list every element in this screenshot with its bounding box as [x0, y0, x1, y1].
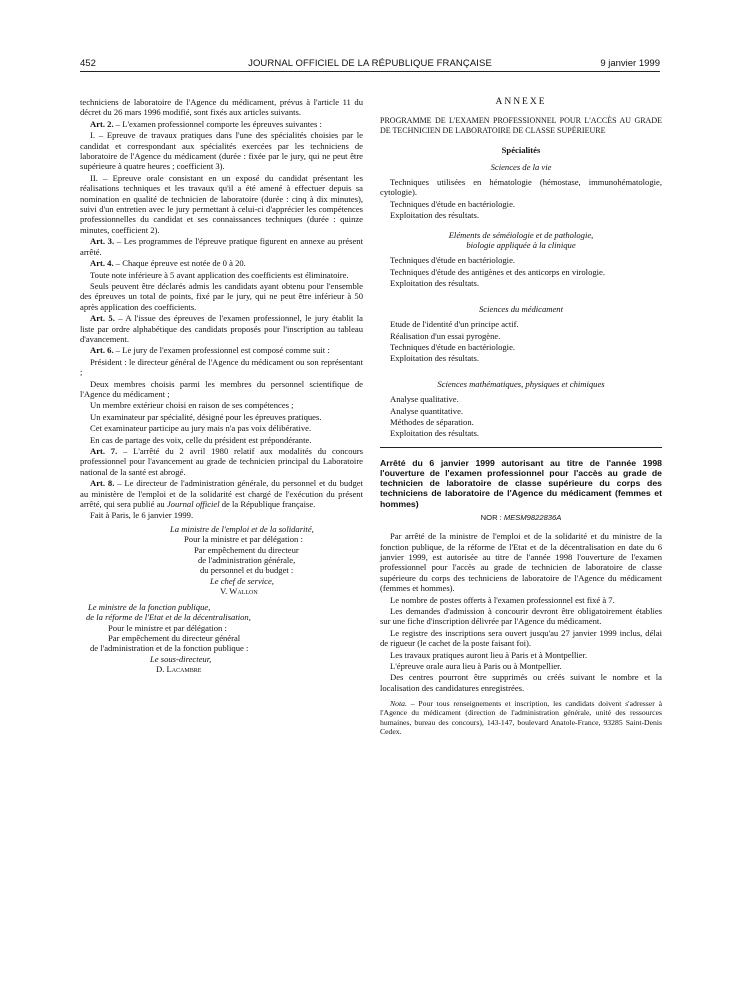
list-item: Exploitation des résultats. — [390, 353, 480, 364]
signature-block-2 — [80, 602, 363, 675]
article-5 — [80, 313, 363, 344]
paragraph: Cet examinateur participe au jury mais n'a pas voix délibérative. — [90, 423, 312, 434]
nor-reference — [380, 513, 662, 523]
article-8 — [80, 478, 363, 509]
article-7 — [80, 446, 363, 477]
article-4 — [80, 258, 363, 268]
section-title: biologie appliquée à la clinique — [466, 240, 576, 251]
list-item: Techniques d'étude en bactériologie. — [390, 198, 516, 209]
left-column — [80, 97, 363, 675]
list-item: Réalisation d'un essai pyrogène. — [390, 330, 501, 341]
paragraph: Toute note inférieure à 5 avant application des coefficients est éliminatoire. — [90, 269, 349, 280]
signature-block-1 — [80, 524, 363, 597]
article-text: – Le directeur de l'administration générale, du personnel et du budget au ministère de l'emploi et de la solidarité est chargé de l'exécution du présent arrêté, qui sera publié au — [80, 478, 363, 510]
signatory-title: La ministre de l'emploi et de la solidarité, — [170, 523, 314, 534]
paragraph: Président : le directeur général de l'Agence du médicament ou son représentant ; — [80, 356, 363, 378]
paragraph: L'épreuve orale aura lieu à Paris ou à Montpellier. — [390, 661, 562, 672]
signatory-title: Le ministre de la fonction publique, — [88, 601, 211, 612]
paragraph: Un examinateur par spécialité, désigné pour les épreuves pratiques. — [90, 411, 322, 422]
list-item: Etude de l'identité d'un principe actif. — [390, 319, 519, 330]
nota-text: – Pour tous renseignements et inscription, les candidats doivent s'adresser à l'Agence du médicament (direction de l'administration générale, unité des ressources humaines, bureau des concours), 143-147, boulevard Anatole-France, 93285 Saint-Denis Cedex. — [380, 699, 662, 736]
paragraph: techniciens de laboratoire de l'Agence du médicament, prévus à l'article 11 du décret du 26 mars 1996 modifié, sont fixés aux articles suivants. — [80, 97, 363, 118]
paragraph: Les demandes d'admission à concourir devront être obligatoirement établies sur une fiche d'inscription délivrée par l'Agence du médicament. — [380, 606, 662, 627]
signature-line: de l'administration et de la fonction publique : — [90, 643, 249, 654]
article-label: Art. 6. — [90, 345, 114, 356]
list-item: Techniques d'étude des antigènes et des anticorps en virologie. — [390, 266, 606, 277]
paragraph: II. – Epreuve orale consistant en un exposé du candidat présentant les réalisations techniques et les travaux qu'il a été amené à effectuer depuis sa nomination en qualité de technicien de laboratoire (durée : cinq à dix minutes), suivi d'un entretien avec le jury permettant à celui-ci d'apprécier les compétences professionnelles du candidat et ses connaissances techniques (durée : quinze minutes, coefficient 2). — [80, 172, 363, 235]
page-number: 452 — [80, 58, 96, 69]
nor-value: MESM9822836A — [503, 512, 562, 522]
signatory-name: D. Lacambre — [156, 664, 202, 675]
issue-date: 9 janvier 1999 — [600, 58, 660, 69]
paragraph: Seuls peuvent être déclarés admis les candidats ayant obtenu pour l'ensemble des épreuves un total de points, fixé par le jury, qui ne peut être inférieur à 50 après application des coefficients. — [80, 280, 363, 312]
nota-label: Nota. — [390, 699, 407, 709]
paragraph: Un membre extérieur choisi en raison de ses compétences ; — [90, 400, 294, 411]
header-rule — [80, 71, 660, 72]
article-text: – Les programmes de l'épreuve pratique figurent en annexe au présent arrêté. — [80, 236, 363, 257]
article-text-end: de la République française. — [219, 499, 316, 510]
annexe-heading: ANNEXE — [495, 97, 547, 107]
fait-a-paris: Fait à Paris, le 6 janvier 1999. — [90, 510, 194, 521]
article-label: Art. 7. — [90, 446, 118, 456]
signatory-name: V. Wallon — [220, 586, 258, 597]
list-item: Analyse qualitative. — [390, 394, 459, 405]
section-title: Eléments de séméiologie et de pathologie, — [448, 229, 594, 240]
signatory-title: de la réforme de l'Etat et de la décentralisation, — [86, 612, 251, 623]
list-item: Analyse quantitative. — [390, 405, 464, 416]
signature-line: Par empêchement du directeur — [194, 544, 299, 555]
article-text: – A l'issue des épreuves de l'examen professionnel, le jury établit la liste par ordre alphabétique des candidats proposés pour l'inscription au tableau d'avancement. — [80, 313, 363, 344]
signature-line: Pour le ministre et par délégation : — [108, 622, 227, 633]
article-label: Art. 3. — [90, 236, 115, 247]
article-text: – L'examen professionnel comporte les épreuves suivantes : — [113, 118, 322, 129]
paragraph: Le registre des inscriptions sera ouvert jusqu'au 27 janvier 1999 inclus, délai de rigueur (le cachet de la poste faisant foi). — [380, 627, 662, 649]
signatory-role: Le sous-directeur, — [150, 653, 212, 664]
specialites-heading: Spécialités — [501, 145, 541, 156]
paragraph: Des centres pourront être supprimés ou créés suivant le nombre et la localisation des candidatures enregistrées. — [380, 672, 662, 693]
signature-line: de l'administration générale, — [198, 555, 296, 566]
list-item: Techniques utilisées en hématologie (hémostase, immunohématologie, cytologie). — [380, 177, 662, 198]
list-item: Techniques d'étude en bactériologie. — [390, 341, 516, 352]
paragraph: Les travaux pratiques auront lieu à Paris et à Montpellier. — [390, 649, 588, 660]
list-item: Exploitation des résultats. — [390, 210, 480, 221]
article-label: Art. 5. — [90, 313, 115, 324]
signature-line: du personnel et du budget : — [200, 565, 294, 576]
list-item: Méthodes de séparation. — [390, 416, 474, 427]
paragraph: Deux membres choisis parmi les membres du personnel scientifique de l'Agence du médicament ; — [80, 378, 363, 399]
journal-officiel-ref: Journal officiel — [166, 499, 220, 510]
article-text: – Le jury de l'examen professionnel est composé comme suit : — [113, 345, 330, 356]
right-column — [380, 97, 662, 736]
article-3 — [80, 236, 363, 257]
journal-title: JOURNAL OFFICIEL DE LA RÉPUBLIQUE FRANÇAISE — [248, 58, 492, 69]
paragraph: I. – Epreuve de travaux pratiques dans l'une des spécialités choisies par le candidat et correspondant aux spécialités exercées par les techniciens de laboratoire de l'Agence du médicament (durée : fixée par le jury, qui ne peut être supérieure à quatre heures ; coefficient 3). — [80, 130, 363, 172]
paragraph: En cas de partage des voix, celle du président est prépondérante. — [90, 434, 312, 445]
list-item: Techniques d'étude en bactériologie. — [390, 255, 516, 266]
section-title: Sciences mathématiques, physiques et chimiques — [437, 378, 605, 389]
programme-title: PROGRAMME DE L'EXAMEN PROFESSIONNEL POUR L'ACCÈS AU GRADE DE TECHNICIEN DE LABORATOIRE DE CLASSE SUPÉRIEURE — [380, 116, 662, 135]
signature-line: Pour la ministre et par délégation : — [184, 534, 303, 545]
section-divider — [380, 447, 662, 448]
signature-line: Par empêchement du directeur général — [108, 632, 241, 643]
list-item: Exploitation des résultats. — [390, 428, 480, 439]
signatory-role: Le chef de service, — [210, 575, 274, 586]
article-label: Art. 4. — [90, 258, 114, 269]
article-text: – L'arrêté du 2 avril 1980 relatif aux modalités du concours professionnel pour l'avancement au grade de technicien principal du Laboratoire national de la santé est abrogé. — [80, 446, 363, 477]
list-item: Exploitation des résultats. — [390, 278, 480, 289]
section-title: Sciences de la vie — [490, 161, 552, 172]
nota — [380, 699, 662, 736]
article-label: Art. 8. — [90, 478, 115, 489]
section-title: Sciences du médicament — [479, 303, 563, 314]
paragraph: Le nombre de postes offerts à l'examen professionnel est fixé à 7. — [390, 594, 615, 605]
article-label: Art. 2. — [90, 118, 114, 129]
article-text: – Chaque épreuve est notée de 0 à 20. — [113, 258, 246, 269]
article-2 — [80, 119, 363, 129]
page-header — [80, 58, 660, 72]
nor-label: NOR : — [480, 512, 504, 522]
arrete-title: Arrêté du 6 janvier 1999 autorisant au titre de l'année 1998 l'ouverture de l'examen professionnel pour l'accès au grade de technicien de laboratoire de classe supérieure du corps des techniciens de laboratoire de l'Agence du médicament (femmes et hommes) — [380, 457, 662, 509]
article-6 — [80, 345, 363, 355]
paragraph: Par arrêté de la ministre de l'emploi et de la solidarité et du ministre de la fonction publique, de la réforme de l'Etat et de la décentralisation en date du 6 janvier 1999, est autorisée au titre de l'année 1998 l'ouverture de l'examen professionnel pour l'accès au grade de technicien de laboratoire de classe supérieure du corps des techniciens de laboratoire de l'Agence du médicament (femmes et hommes). — [380, 531, 662, 594]
